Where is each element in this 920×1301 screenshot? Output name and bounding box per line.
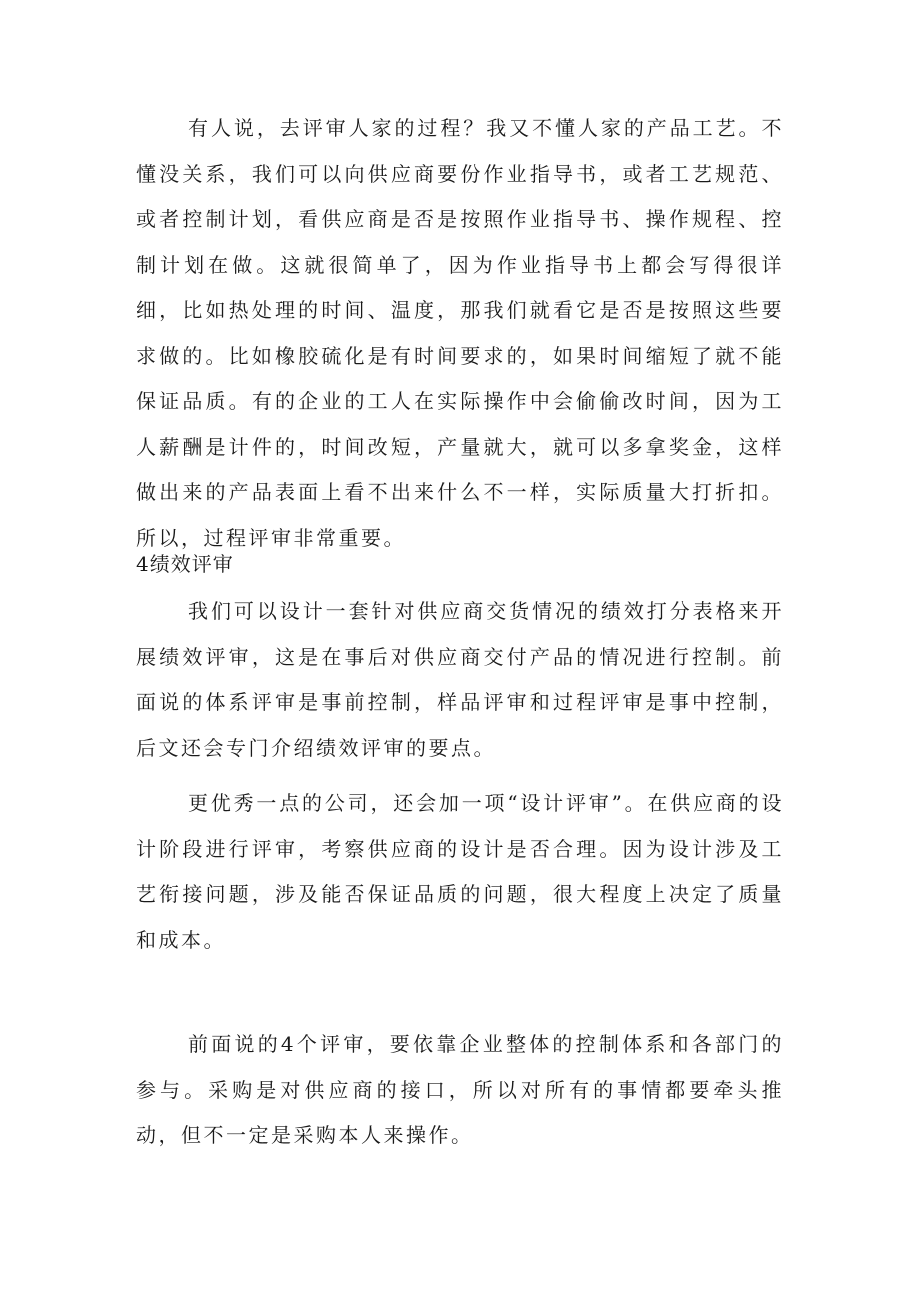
paragraph-summary: 前面说的4个评审，要依靠企业整体的控制体系和各部门的参与。采购是对供应商的接口，所以对所有的事情都要牵头推动，但不一定是采购本人来操作。 [136,1032,784,1147]
paragraph-performance-review: 我们可以设计一套针对供应商交货情况的绩效打分表格来开展绩效评审，这是在事后对供应商交付产品的情况进行控制。前面说的体系评审是事前控制，样品评审和过程评审是事中控制，后文还会专门介绍绩效评审的要点。 [136,599,784,760]
paragraph-design-review: 更优秀一点的公司，还会加一项“设计评审”。在供应商的设计阶段进行评审，考察供应商的设计是否合理。因为设计涉及工艺衔接问题，涉及能否保证品质的问题，很大程度上决定了质量和成本。 [136,791,784,952]
paragraph-process-review: 有人说，去评审人家的过程？我又不懂人家的产品工艺。不懂没关系，我们可以向供应商要份作业指导书，或者工艺规范、或者控制计划，看供应商是否是按照作业指导书、操作规程、控制计划在做。这就很简单了，因为作业指导书上都会写得很详细，比如热处理的时间、温度，那我们就看它是否是按照这些要求做的。比如橡胶硫化是有时间要求的，如果时间缩短了就不能保证品质。有的企业的工人在实际操作中会偷偷改时间，因为工人薪酬是计件的，时间改短，产量就大，就可以多拿奖金，这样做出来的产品表面上看不出来什么不一样，实际质量大打折扣。所以，过程评审非常重要。 [136,116,784,550]
section-heading-performance-review: 4绩效评审 [136,552,234,576]
